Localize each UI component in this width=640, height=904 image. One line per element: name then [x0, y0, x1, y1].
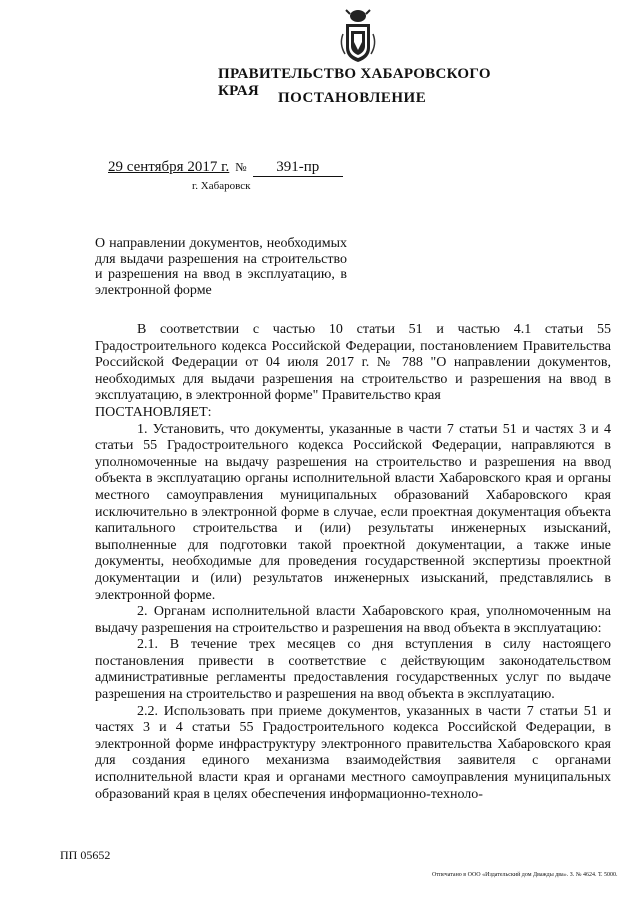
paragraph-item-2-1: 2.1. В течение трех месяцев со дня вступления в силу настоящего постановления привести в соответствие с действующим законодательством административные регламенты предоставления государственных услуг по выдаче разрешения на строительство и разрешения на ввод объекта в эксплуатацию.	[95, 637, 611, 703]
decree-date: 29 сентября 2017 г.	[108, 159, 230, 175]
decree-number: 391-пр	[253, 159, 343, 177]
document-code: ПП 05652	[60, 848, 111, 862]
coat-of-arms-icon	[333, 4, 383, 66]
printer-imprint: Отпечатано в ООО «Издательский дом Дважды два». З. № 4624. Т. 5000.	[432, 872, 618, 878]
government-title: ПРАВИТЕЛЬСТВО ХАБАРОВСКОГО КРАЯ	[218, 66, 491, 99]
decree-title: ПОСТАНОВЛЕНИЕ	[278, 90, 427, 106]
decree-date-line	[108, 159, 343, 177]
decree-city: г. Хабаровск	[192, 180, 251, 192]
paragraph-item-2: 2. Органам исполнительной власти Хабаровского края, уполномоченным на выдачу разрешения на строительство и разрешения на ввод объекта в эксплуатацию:	[95, 604, 611, 636]
paragraph-item-2-2: 2.2. Использовать при приеме документов, указанных в части 7 статьи 51 и частях 3 и 4 статьи 55 Градостроительного кодекса Российской Федерации, в электронной форме инфраструктуру электронного правительства Хабаровского края для создания единого механизма взаимодействия заявителя с органами исполнительной власти края и органами местного самоуправления муниципальных образований края в целях обеспечения информационно-техноло-	[95, 703, 611, 802]
decree-subject: О направлении документов, необходимых для выдачи разрешения на строительство и разрешения на ввод в эксплуатацию, в электронной форме	[95, 236, 347, 298]
number-label: №	[235, 160, 247, 174]
paragraph-resolves: ПОСТАНОВЛЯЕТ:	[95, 404, 212, 420]
paragraph-item-1: 1. Установить, что документы, указанные в части 7 статьи 51 и частях 3 и 4 статьи 55 Градостроительного кодекса Российской Федерации, направляются в уполномоченные на выдачу разрешения на строительство и разрешения на ввод объекта в эксплуатацию органы исполнительной власти Хабаровского края и органы местного самоуправления муниципальных образований Хабаровского края исключительно в электронной форме в случае, если проектная документация объекта капитального строительства и (или) результаты инженерных изысканий, выполненные для подготовки такой проектной документации, а также иные документы, необходимые для проведения государственной экспертизы проектной документации и (или) результатов инженерных изысканий, представлялись в электронной форме.	[95, 421, 611, 603]
decree-body	[95, 322, 611, 803]
paragraph-preamble: В соответствии с частью 10 статьи 51 и частью 4.1 статьи 55 Градостроительного кодекса Российской Федерации, постановлением Правительства Российской Федерации от 04 июля 2017 г. № 788 "О направлении документов, необходимых для выдачи разрешения на строительство и разрешения на ввод в эксплуатацию, в электронной форме" Правительство края	[95, 322, 611, 404]
